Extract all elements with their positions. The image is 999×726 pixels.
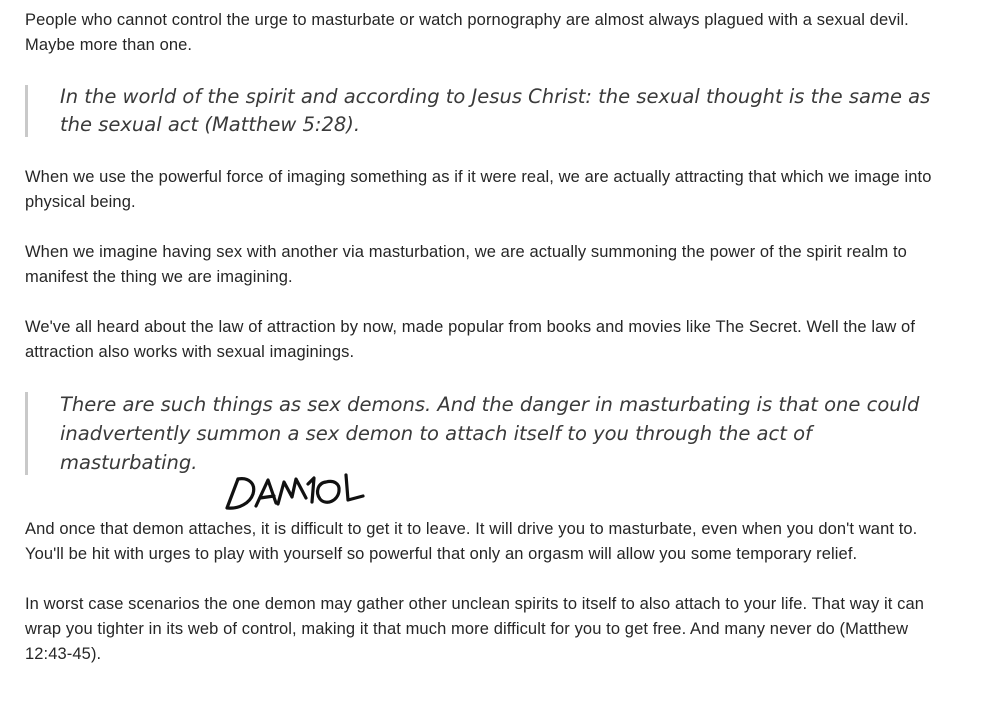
- paragraph-2: When we use the powerful force of imaging something as if it were real, we are actually attracting that which we image into physical being.: [25, 168, 932, 211]
- blockquote-2-text: There are such things as sex demons. And the danger in masturbating is that one could inadvertently summon a sex demon to attach itself to you through the act of masturbating.: [60, 393, 920, 474]
- paragraph-6: In worst case scenarios the one demon may gather other unclean spirits to itself to also attach to your life. That way it can wrap you tighter in its web of control, making it that much more difficult for you to get free. And many never do (Matthew 12:43-45).: [25, 595, 925, 663]
- paragraph-5: And once that demon attaches, it is difficult to get it to leave. It will drive you to masturbate, even when you don't want to. You'll be hit with urges to play with yourself so powerful that only an orgasm will allow you some temporary relief.: [25, 520, 918, 563]
- blockquote-1-text: In the world of the spirit and according to Jesus Christ: the sexual thought is the same as the sexual act (Matthew 5:28).: [60, 85, 931, 136]
- blockquote-2: [25, 390, 939, 477]
- paragraph-1: People who cannot control the urge to masturbate or watch pornography are almost always plagued with a sexual devil. Maybe more than one.: [25, 11, 909, 54]
- blockquote-1: [25, 83, 939, 139]
- paragraph-3: When we imagine having sex with another via masturbation, we are actually summoning the power of the spirit realm to manifest the thing we are imagining.: [25, 243, 907, 286]
- paragraph-4: We've all heard about the law of attraction by now, made popular from books and movies like The Secret. Well the law of attraction also works with sexual imaginings.: [25, 318, 916, 361]
